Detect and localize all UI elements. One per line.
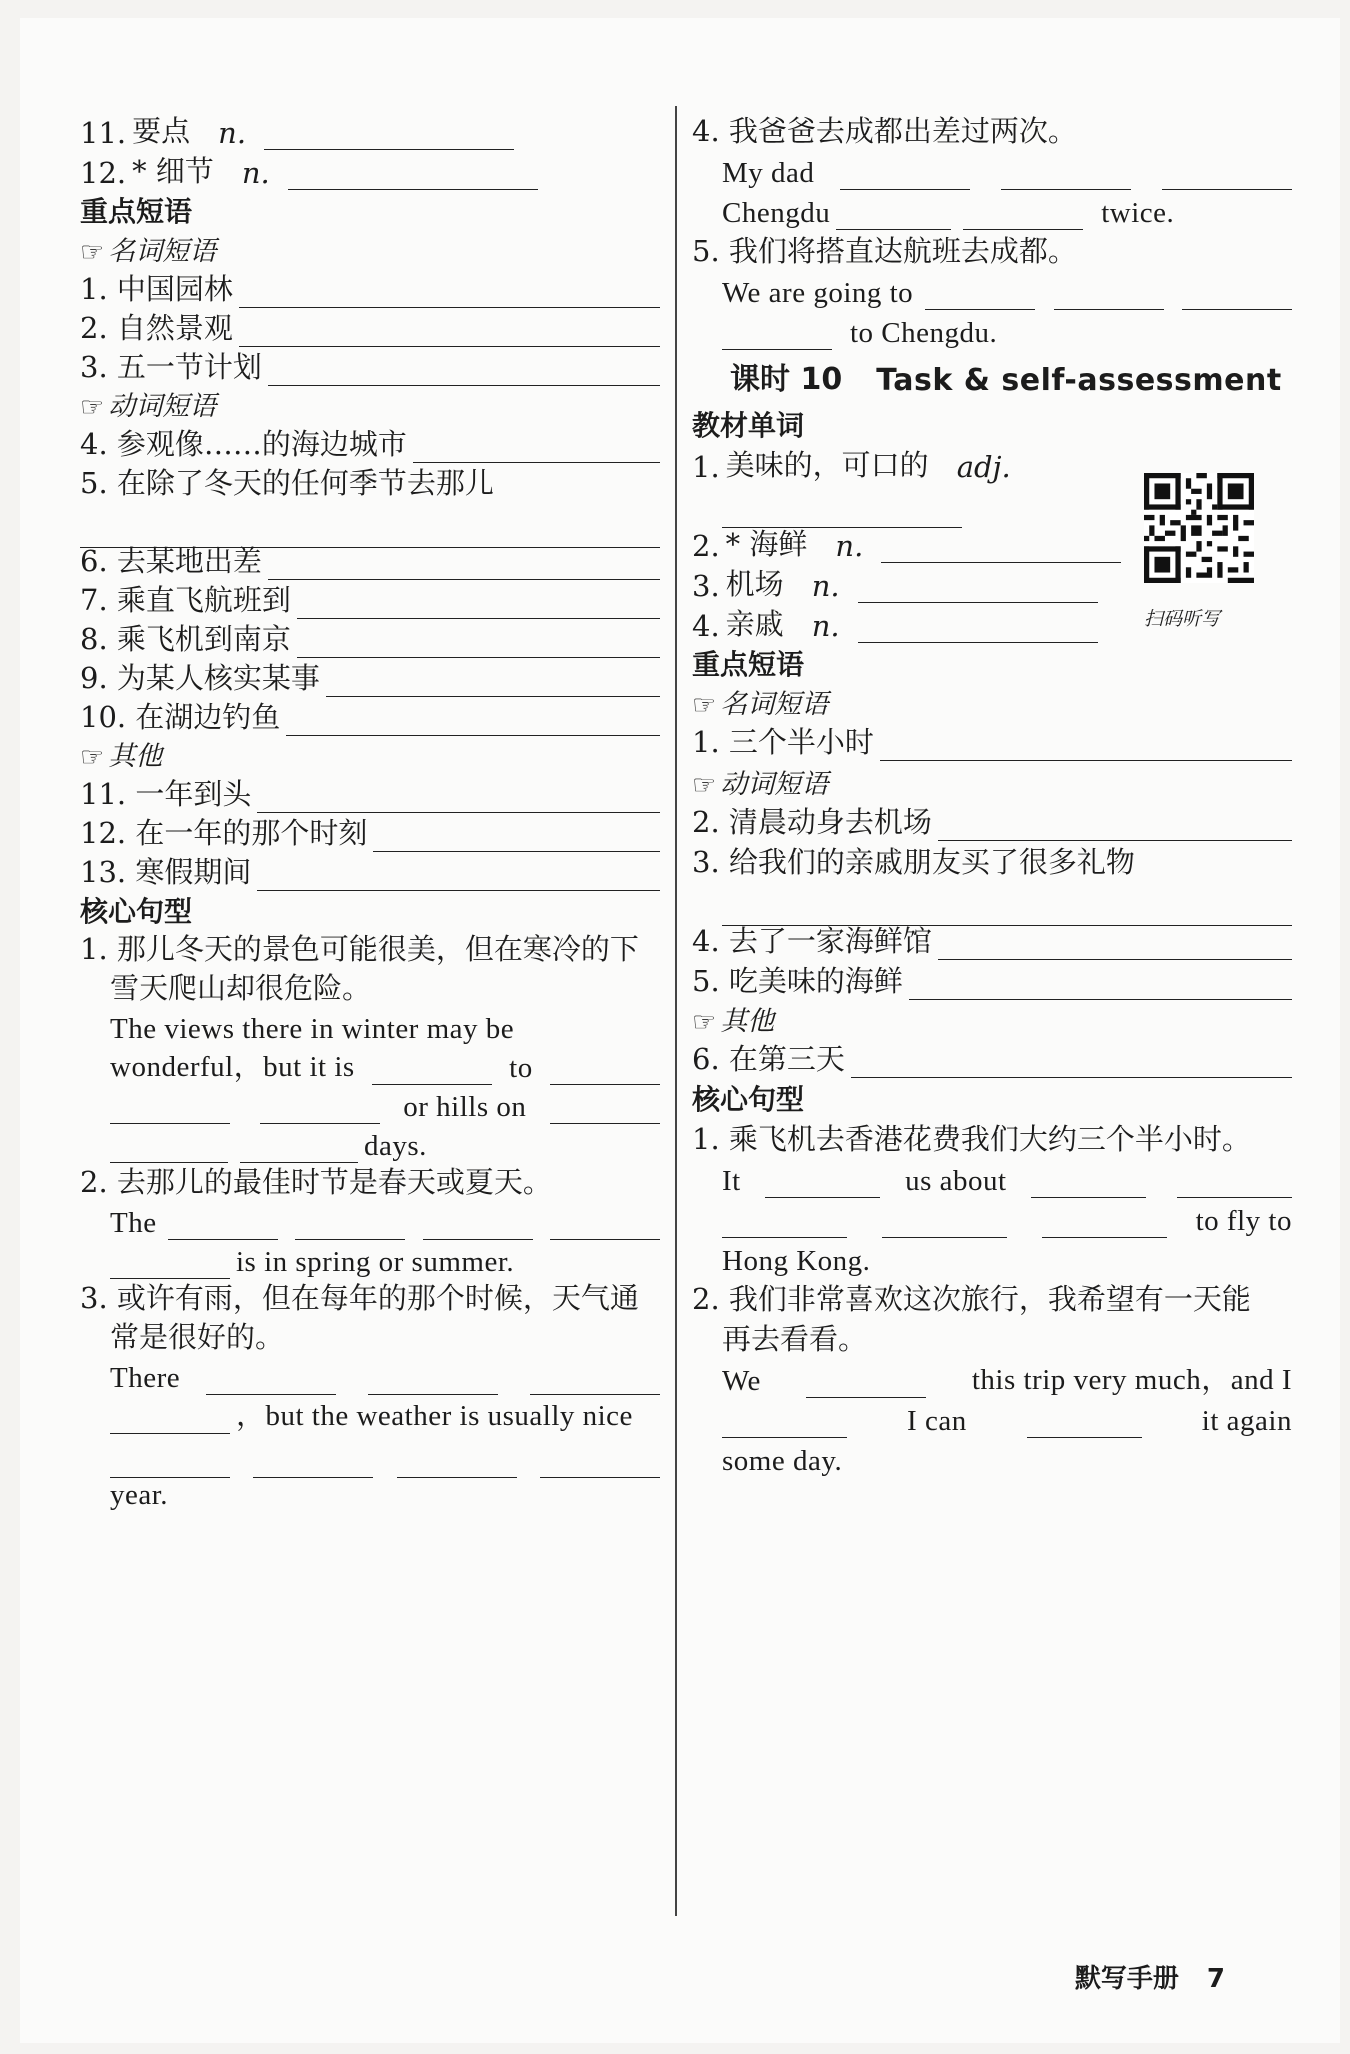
phrase-item: 2. 自然景观 — [80, 295, 660, 347]
section-heading: 核心句型 — [80, 895, 193, 928]
subsection-label: ☞ 名词短语 — [692, 689, 829, 721]
section-heading: 教材单词 — [692, 409, 805, 442]
sentence-cn: 再去看看。 — [722, 1322, 868, 1356]
subsection-label: ☞ 名词短语 — [80, 236, 217, 268]
sentence-en: ，but the weather is usually nice — [110, 1382, 660, 1434]
pointing-hand-icon: ☞ — [692, 690, 717, 721]
subsection-label: ☞ 动词短语 — [692, 769, 829, 801]
subsection-label: ☞ 动词短语 — [80, 391, 217, 423]
section-heading: 重点短语 — [80, 195, 193, 228]
pointing-hand-icon: ☞ — [692, 770, 717, 801]
vocab-item: 1. 美味的，可口的 adj. — [692, 448, 1011, 484]
sentence-en: There — [110, 1343, 660, 1395]
pointing-hand-icon: ☞ — [692, 1007, 717, 1038]
sentence-en: Hong Kong. — [722, 1245, 871, 1277]
pointing-hand-icon: ☞ — [80, 392, 105, 423]
phrase-item: 12. 在一年的那个时刻 — [80, 800, 660, 852]
sentence-cn: 5. 我们将搭直达航班去成都。 — [692, 234, 1077, 268]
phrase-item: 4. 参观像……的海边城市 — [80, 411, 660, 463]
sentence-en: some day. — [722, 1445, 843, 1477]
subsection-label: ☞ 其他 — [80, 741, 163, 773]
sentence-en: My dad — [722, 138, 1292, 190]
page-footer — [1075, 1958, 1225, 1995]
sentence-cn: 2. 我们非常喜欢这次旅行，我希望有一天能 — [692, 1282, 1251, 1316]
sentence-en: The — [110, 1188, 660, 1240]
phrase-item: 8. 乘飞机到南京 — [80, 606, 660, 658]
phrase-item: 2. 清晨动身去机场 — [692, 789, 1292, 841]
sentence-cn: 常是很好的。 — [110, 1320, 285, 1354]
workbook-page — [20, 18, 1340, 2043]
sentence-cn: 1. 那儿冬天的景色可能很美，但在寒冷的下 — [80, 932, 639, 966]
sentence-cn: 4. 我爸爸去成都出差过两次。 — [692, 114, 1077, 148]
phrase-item: 13. 寒假期间 — [80, 839, 660, 891]
sentence-en: days. — [110, 1111, 660, 1163]
phrase-item: 5. 吃美味的海鲜 — [692, 948, 1292, 1000]
phrase-item: 9. 为某人核实某事 — [80, 645, 660, 697]
phrase-item: 1. 三个半小时 — [692, 709, 1292, 761]
phrase-item: 7. 乘直飞航班到 — [80, 567, 660, 619]
sentence-cn: 雪天爬山却很危险。 — [110, 971, 372, 1005]
phrase-item: 6. 在第三天 — [692, 1026, 1292, 1078]
sentence-en: to fly to — [722, 1186, 1292, 1238]
sentence-en: We are going to — [722, 258, 1292, 310]
vocab-item: 2. * 海鲜 n. — [692, 511, 1292, 563]
phrase-item: 6. 去某地出差 — [80, 528, 660, 580]
phrase-item: 1. 中国园林 — [80, 256, 660, 308]
phrase-item: 3. 给我们的亲戚朋友买了很多礼物 — [692, 845, 1135, 879]
pointing-hand-icon: ☞ — [80, 237, 105, 268]
section-heading: 核心句型 — [692, 1083, 805, 1116]
book-title: 默写手册 — [1074, 1964, 1179, 1994]
phrase-item: 10. 在湖边钓鱼 — [80, 684, 660, 736]
column-divider — [675, 106, 677, 1916]
sentence-en: year. — [110, 1479, 169, 1511]
phrase-item: 4. 去了一家海鲜馆 — [692, 908, 1292, 960]
sentence-cn: 2. 去那儿的最佳时节是春天或夏天。 — [80, 1165, 552, 1199]
pointing-hand-icon: ☞ — [80, 742, 105, 773]
vocab-item: 3. 机场 n. — [692, 551, 1292, 603]
sentence-en: The views there in winter may be — [110, 1013, 515, 1045]
sentence-en: is in spring or summer. — [110, 1227, 660, 1279]
vocab-item: 4. 亲戚 n. — [692, 591, 1292, 643]
page-number: 7 — [1206, 1964, 1225, 1994]
subsection-label: ☞ 其他 — [692, 1006, 775, 1038]
phrase-item: 5. 在除了冬天的任何季节去那儿 — [80, 466, 494, 500]
sentence-en: Chengdu twice. — [722, 197, 1175, 229]
sentence-en: It us about — [722, 1146, 1292, 1198]
sentence-en: We this trip very much，and I — [722, 1364, 1292, 1397]
phrase-item: 3. 五一节计划 — [80, 334, 660, 386]
sentence-cn: 1. 乘飞机去香港花费我们大约三个半小时。 — [692, 1122, 1251, 1156]
vocab-item: 12. * 细节 n. — [80, 138, 660, 190]
sentence-cn: 3. 或许有雨，但在每年的那个时候，天气通 — [80, 1281, 639, 1315]
lesson-title: 课时 10 Task & self-assessment — [730, 362, 1282, 398]
sentence-en: I can it again — [722, 1386, 1292, 1438]
phrase-item: 11. 一年到头 — [80, 761, 660, 813]
sentence-en: to Chengdu. — [722, 298, 1292, 350]
sentence-en: wonderful，but it is to — [110, 1033, 660, 1085]
vocab-item: 11. 要点 n. — [80, 98, 660, 150]
qr-caption: 扫码听写 — [1144, 608, 1221, 630]
sentence-en: or hills on — [110, 1072, 660, 1124]
section-heading: 重点短语 — [692, 648, 805, 681]
